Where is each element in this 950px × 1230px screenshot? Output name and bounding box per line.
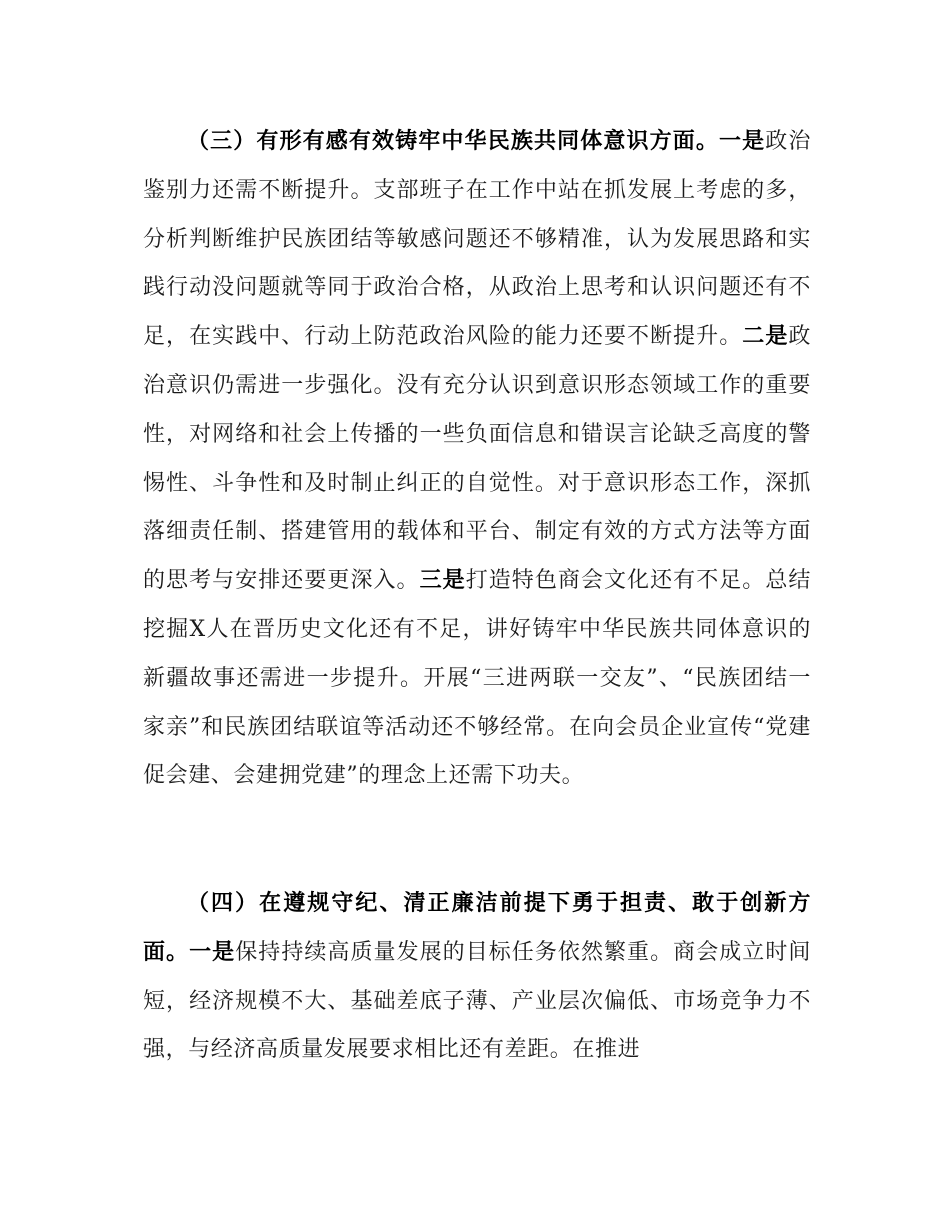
section-3-point-2-text: 政治意识仍需进一步强化。没有充分认识到意识形态领域工作的重要性，对网络和社会上传播的一些负面信息和错误言论缺乏高度的警惕性、斗争性和及时制止纠正的自觉性。对于意识形态工作，深抓落细责任制、搭建管用的载体和平台、制定有效的方式方法等方面的思考与安排还要更深入。 bbox=[143, 324, 812, 594]
paragraph-section-3 bbox=[143, 118, 811, 801]
section-3-heading: （三）有形有感有效铸牢中华民族共同体意识方面。 bbox=[187, 129, 719, 154]
section-4-heading: （四）在遵规守纪、清正廉洁前提下勇于担责、敢于创新方面。 bbox=[143, 891, 811, 965]
section-3-point-1-text: 政治鉴别力还需不断提升。支部班子在工作中站在抓发展上考虑的多，分析判断维护民族团结等敏感问题还不够精准，认为发展思路和实践行动没问题就等同于政治合格，从政治上思考和认识问题还有不足，在实践中、行动上防范政治风险的能力还要不断提升。 bbox=[143, 129, 811, 350]
paragraph-section-4 bbox=[143, 880, 811, 1075]
section-3-point-3-text: 打造特色商会文化还有不足。总结挖掘X人在晋历史文化还有不足，讲好铸牢中华民族共同体意识的新疆故事还需进一步提升。开展“三进两联一交友”、“民族团结一家亲”和民族团结联谊等活动还不够经常。在向会员企业宣传“党建促会建、会建拥党建”的理念上还需下功夫。 bbox=[143, 568, 811, 789]
section-3-point-2-marker: 二是 bbox=[742, 324, 789, 350]
section-4-point-1-marker: 一是 bbox=[189, 939, 236, 965]
section-4-point-1-text: 保持持续高质量发展的目标任务依然繁重。商会成立时间短，经济规模不大、基础差底子薄、产业层次偏低、市场竞争力不强，与经济高质量发展要求相比还有差距。在推进 bbox=[143, 939, 812, 1063]
section-3-point-1-marker: 一是 bbox=[719, 129, 766, 154]
section-3-point-3-marker: 三是 bbox=[419, 568, 466, 594]
